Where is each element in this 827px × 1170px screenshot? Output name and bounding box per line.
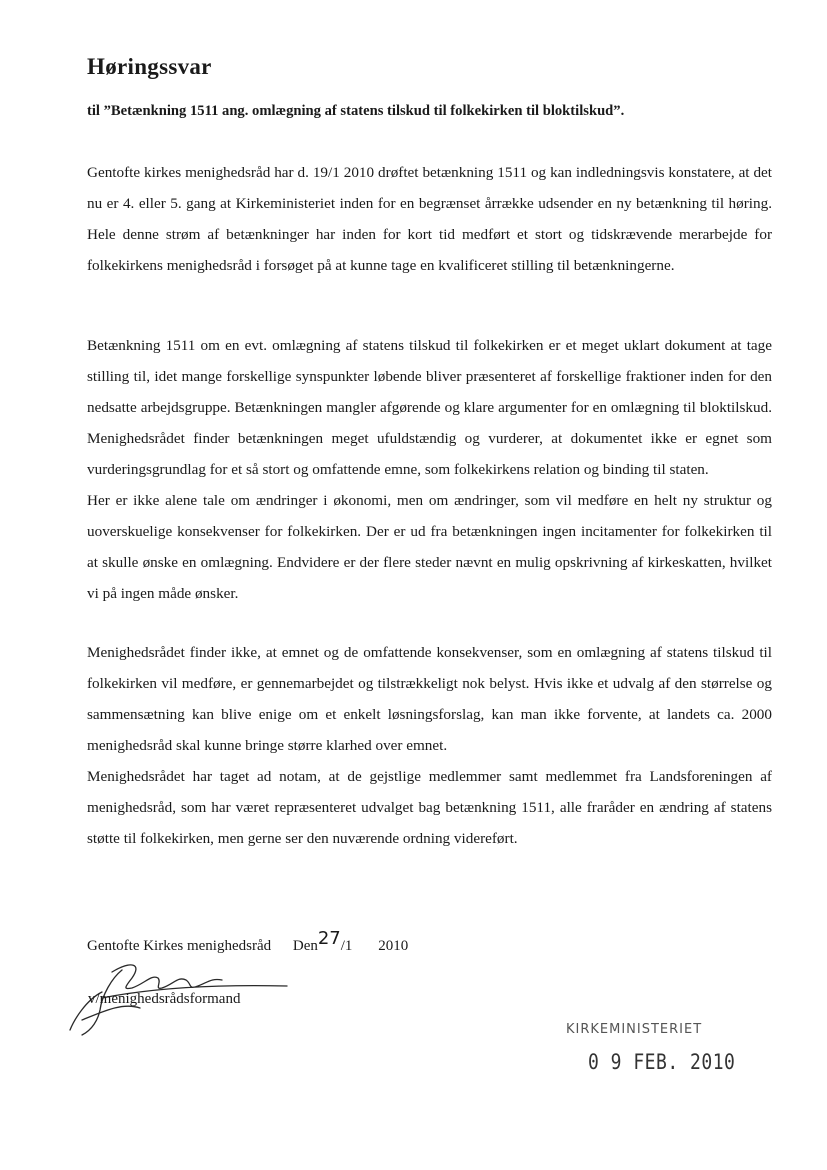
signoff-date-day: 27 [317,928,341,949]
received-stamp-date: 0 9 FEB. 2010 [588,1049,736,1076]
signoff-date-prefix: Den [292,938,318,954]
paragraph-5: Menighedsrådet har taget ad notam, at de gejstlige medlemmer samt medlemmet fra Landsforeningen af menighedsråd, som har været repræsenteret udvalget bag betænkning 1511, alle fraråder en ændring af statens støtte til folkekirken, men gerne ser den nuværende ordning videreført. [87,768,772,847]
paragraph-1: Gentofte kirkes menighedsråd har d. 19/1 2010 drøftet betænkning 1511 og kan indledningsvis konstatere, at det nu er 4. eller 5. gang at Kirkeministeriet inden for en begrænset årrække udsender en ny betænkning til høring. Hele denne strøm af betænkninger har inden for kort tid medført et stort og tidskrævende merarbejde for folkekirkens menighedsråd i forsøget på at kunne tage en kvalificeret stilling til betænkningerne. [87,164,772,274]
document-body [87,157,772,854]
document-subtitle: til ”Betænkning 1511 ang. omlægning af statens tilskud til folkekirken til bloktilskud”. [87,103,625,119]
signoff-date-month: /1 [340,938,353,954]
paragraph-2: Betænkning 1511 om en evt. omlægning af statens tilskud til folkekirken er et meget uklart dokument at tage stilling til, idet mange forskellige synspunkter løbende bliver præsenteret af forskellige fraktioner inden for den nedsatte arbejdsgruppe. Betænkningen mangler afgørende og klare argumenter for en omlægning til bloktilskud. Menighedsrådet finder betænkningen meget ufuldstændig og vurderer, at dokumentet ikke er egnet som vurderingsgrundlag for et så stort og omfattende emne, som folkekirkens relation og binding til staten. [87,337,772,478]
signoff-org: Gentofte Kirkes menighedsråd [87,938,272,954]
received-stamp-name: KIRKEMINISTERIET [566,1022,703,1037]
document-title: Høringssvar [87,54,212,79]
paragraph-3: Her er ikke alene tale om ændringer i økonomi, men om ændringer, som vil medføre en helt ny struktur og uoverskuelige konsekvenser for folkekirken. Der er ud fra betænkningen ingen incitamenter for folkekirken til at skulle ønske en omlægning. Endvidere er der flere steder nævnt en mulig opskrivning af kirkeskatten, hvilket vi på ingen måde ønsker. [87,492,772,602]
signoff-date-year: 2010 [378,938,409,954]
paragraph-4: Menighedsrådet finder ikke, at emnet og de omfattende konsekvenser, som en omlægning af statens tilskud til folkekirken vil medføre, er gennemarbejdet og tilstrækkeligt nok belyst. Hvis ikke et udvalg af den størrelse og sammensætning kan blive enige om et enkelt løsningsforslag, kan man ikke forvente, at landets ca. 2000 menighedsråd skal kunne bringe større klarhed over emnet. [87,644,772,754]
signoff-role: v/menighedsrådsformand [88,991,241,1007]
